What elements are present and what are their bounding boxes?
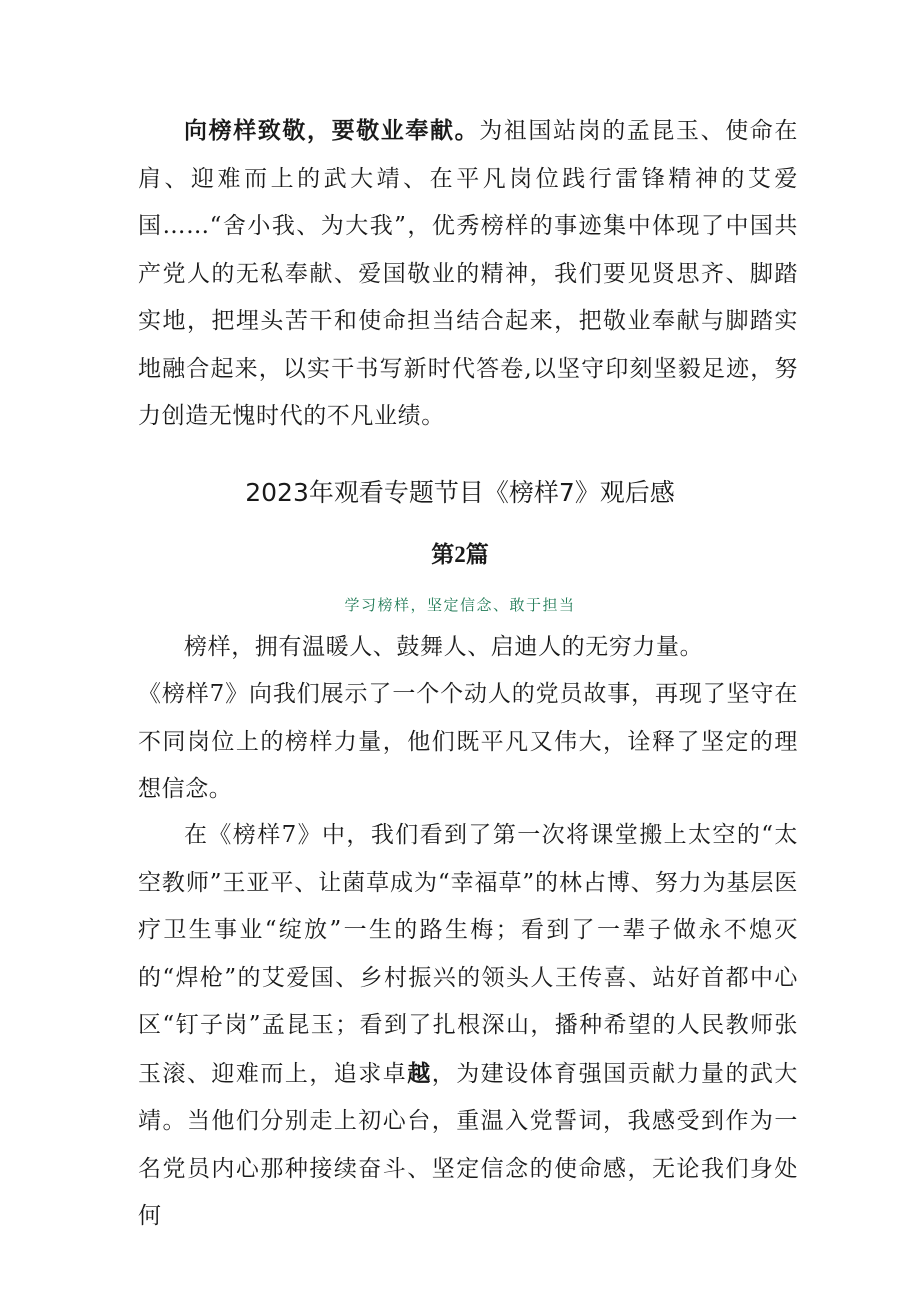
article-number: 2 (454, 542, 466, 567)
document-title: 2023年观看专题节目《榜样7》观后感 (245, 478, 675, 507)
paragraph-role-model-dedication (138, 107, 798, 441)
paragraph-body: 为祖国站岗的孟昆玉、使命在肩、迎难而上的武大靖、在平凡岗位践行雷锋精神的艾爱国……“舍小我、为大我”，优秀榜样的事迹集中体现了中国共产党人的无私奉献、爱国敬业的精神，我们要见贤思齐、脚踏实地，把埋头苦干和使命担当结合起来，把敬业奉献与脚踏实地融合起来，以实干书写新时代答卷,以坚守印刻坚毅足迹，努力创造无愧时代的不凡业绩。 (138, 118, 798, 429)
paragraph-lead-bold: 向榜样致敬，要敬业奉献。 (184, 117, 480, 144)
paragraph-part-2: ，为建设体育强国贡献力量的武大靖。当他们分别走上初心台，重温入党誓词，我感受到作为一名党员内心那种接续奋斗、坚定信念的使命感，无论我们身处何 (138, 1060, 799, 1229)
paragraph-program-stories (138, 812, 798, 1241)
paragraph-role-model-power: 榜样，拥有温暖人、鼓舞人、启迪人的无穷力量。 (184, 634, 704, 660)
paragraph-bold-char: 越 (407, 1059, 432, 1087)
article-number-suffix: 篇 (465, 541, 489, 568)
article-theme-subtitle: 学习榜样，坚定信念、敢于担当 (344, 596, 576, 614)
paragraph-part-1: 在《榜样7》中，我们看到了第一次将课堂搬上太空的“太空教师”王亚平、让菌草成为“幸福草”的林占博、努力为基层医疗卫生事业“绽放”一生的路生梅；看到了一辈子做永不熄灭的“焊枪”的艾爱国、乡村振兴的领头人王传喜、站好首都中心区“钉子岗”孟昆玉；看到了扎根深山，播种希望的人民教师张玉滚、迎难而上，追求卓 (138, 822, 798, 1087)
article-number-prefix: 第 (431, 541, 455, 568)
article-number-heading (0, 536, 920, 569)
paragraph-program-summary: 《榜样7》向我们展示了一个个动人的党员故事，再现了坚守在不同岗位上的榜样力量，他们既平凡又伟大，诠释了坚定的理想信念。 (138, 681, 798, 802)
